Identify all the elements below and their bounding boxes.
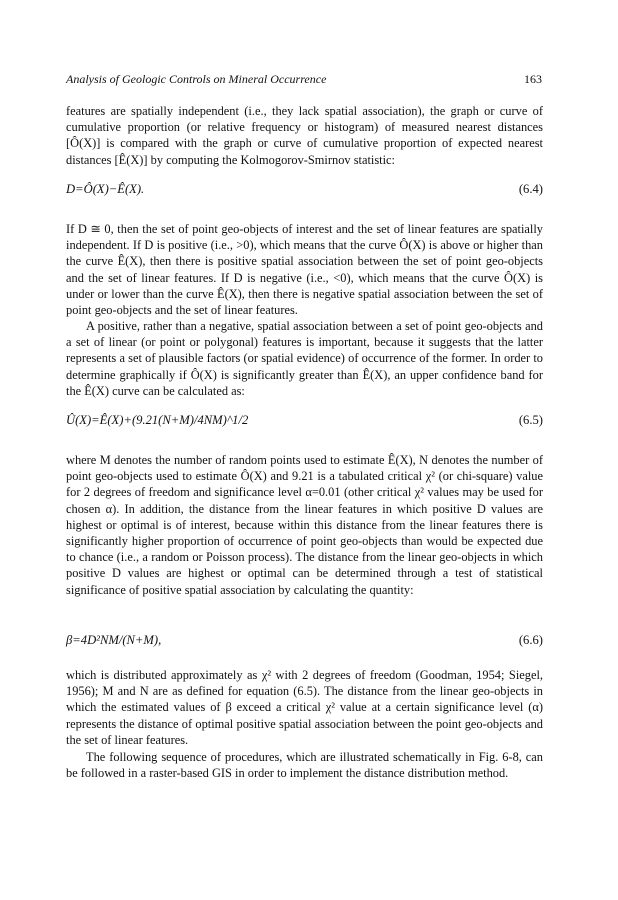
equation-6-6-number: (6.6) xyxy=(518,633,543,647)
paragraph-1: features are spatially independent (i.e., they lack spatial association), the graph or curve of cumulative proportion (or relative frequency or histogram) of measured nearest distances [Ô(X)] is compared with the graph or curve of cumulative proportion of expected nearest distances [Ê(X)] by computing the Kolmogorov-Smirnov statistic: xyxy=(66,104,543,167)
running-header-title: Analysis of Geologic Controls on Mineral Occurrence xyxy=(66,72,327,86)
paragraph-4: where M denotes the number of random points used to estimate Ê(X), N denotes the number of point geo-objects used to estimate Ô(X) and 9.21 is a tabulated critical χ² (or chi-square) value for 2 degrees of freedom and significance level α=0.01 (other critical χ² values may be used for chosen α). In addition, the distance from the linear features in which positive D values are highest or optimal is of interest, because within this distance from the linear features there is significantly higher proportion of occurrence of point geo-objects than would be expected due to chance (i.e., a random or Poisson process). The distance from the linear geo-objects in which positive D values are highest or optimal can be determined through a test of statistical significance of positive spatial association by calculating the quantity: xyxy=(66,453,543,597)
equation-6-5 xyxy=(66,413,543,431)
paragraph-2: If D ≅ 0, then the set of point geo-objects of interest and the set of linear features are spatially independent. If D is positive (i.e., >0), which means that the curve Ô(X) is above or higher than the curve Ê(X), then there is positive spatial association between the set of point geo-objects and the set of linear features. If D is negative (i.e., <0), which means that the curve Ô(X) is under or lower than the curve Ê(X), then there is negative spatial association between the set of point geo-objects and the set of linear features. xyxy=(66,222,543,318)
paragraph-6: The following sequence of procedures, which are illustrated schematically in Fig. 6-8, can be followed in a raster-based GIS in order to implement the distance distribution method. xyxy=(66,750,543,781)
equation-6-5-expression: Û(X)=Ê(X)+(9.21(N+M)/4NM)^1/2 xyxy=(66,413,249,427)
equation-6-6 xyxy=(66,633,543,651)
paragraph-3: A positive, rather than a negative, spatial association between a set of point geo-objects and a set of linear (or point or polygonal) features is important, because it suggests that the latter represents a set of plausible factors (or spatial evidence) of occurrence of the former. In order to determine graphically if Ô(X) is significantly greater than Ê(X), an upper confidence band for the Ê(X) curve can be calculated as: xyxy=(66,319,543,398)
equation-6-4 xyxy=(66,182,543,200)
equation-6-4-expression: D=Ô(X)−Ê(X). xyxy=(66,182,145,196)
page-number: 163 xyxy=(524,72,542,86)
equation-6-5-number: (6.5) xyxy=(518,413,543,427)
equation-6-6-expression: β=4D²NM/(N+M), xyxy=(66,633,162,647)
paragraph-5: which is distributed approximately as χ² with 2 degrees of freedom (Goodman, 1954; Siegel, 1956); M and N are as defined for equation (6.5). The distance from the linear geo-objects in which the estimated values of β exceed a critical χ² value at a certain significance level (α) represents the distance of optimal positive spatial association between the point geo-objects and the set of linear features. xyxy=(66,668,543,747)
equation-6-4-number: (6.4) xyxy=(518,182,543,196)
